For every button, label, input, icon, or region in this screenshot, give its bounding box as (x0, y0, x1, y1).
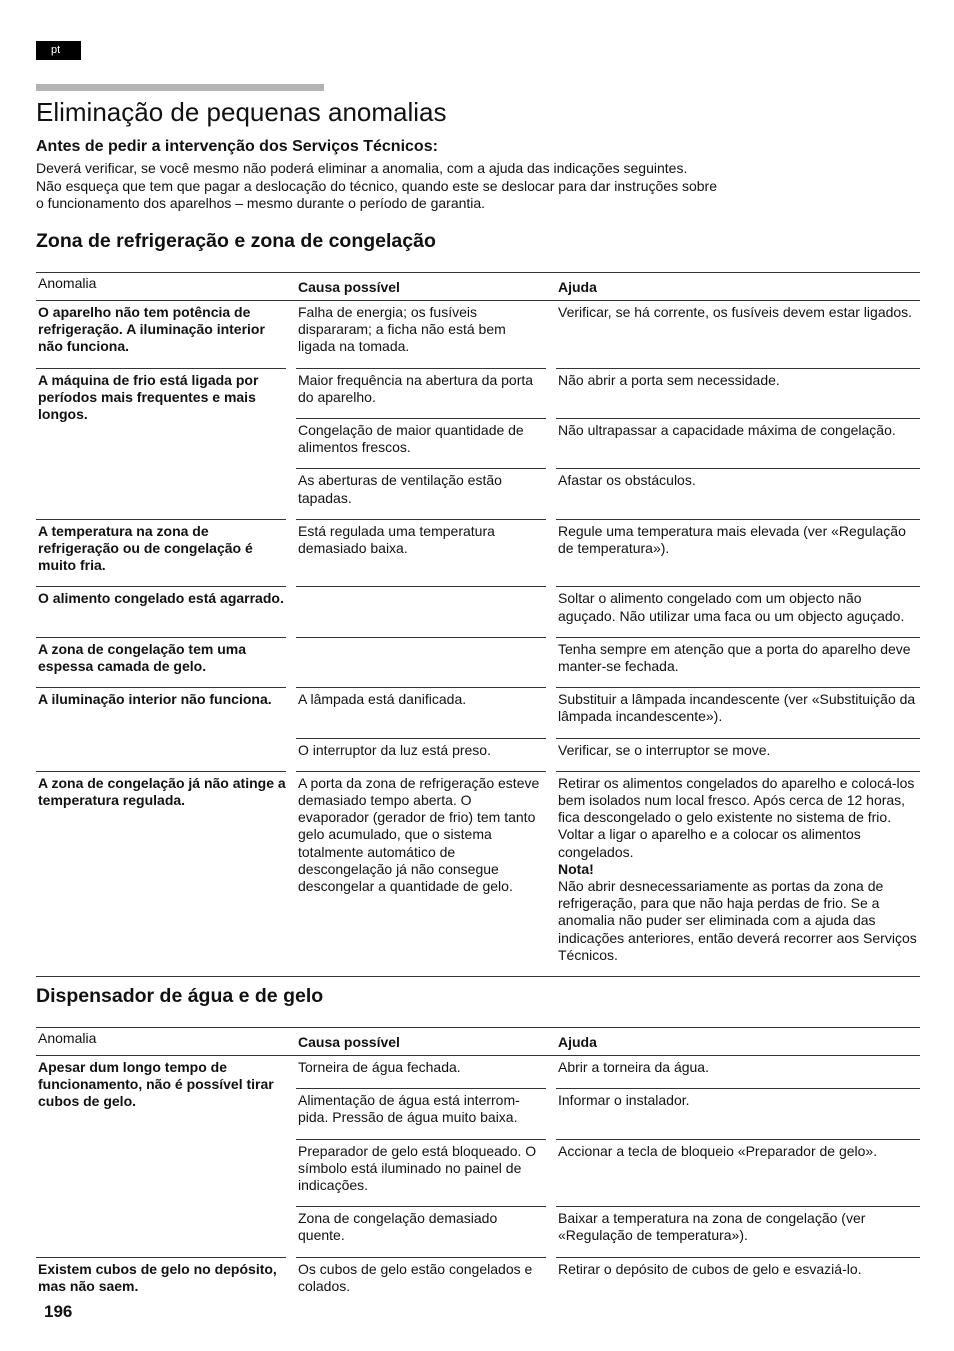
cause-cell: Zona de congelação demasiado quente. (296, 1207, 546, 1257)
help-cell: Baixar a temperatura na zona de congelação (ver «Regulação de temperatura»). (556, 1207, 920, 1257)
help-cell: Não abrir a porta sem necessidade. (556, 368, 920, 418)
help-cell: Accionar a tecla de bloqueio «Preparador de gelo». (556, 1139, 920, 1207)
help-cell: Não ultrapassar a capacidade máxima de congelação. (556, 419, 920, 469)
help-cell: Abrir a torneira da água. (556, 1056, 920, 1089)
cause-cell: Maior frequência na abertura da porta do aparelho. (296, 368, 546, 418)
page-title: Eliminação de pequenas anomalias (36, 97, 447, 127)
anomaly-cell: O aparelho não tem potência de refrigeração. A iluminação interior não funciona. (36, 301, 286, 369)
column-header-causa: Causa possível (298, 278, 400, 295)
table-header-row (36, 1028, 920, 1056)
help-cell (556, 771, 920, 976)
cause-cell: As aberturas de ventilação estão tapadas. (296, 469, 546, 519)
intro-line: Deverá verificar, se você mesmo não poderá eliminar a anomalia, com a ajuda das indicações seguintes. (36, 160, 688, 176)
anomaly-cell: Existem cubos de gelo no depósito, mas não saem. (36, 1257, 286, 1307)
help-cell: Verificar, se há corrente, os fusíveis devem estar ligados. (556, 301, 920, 369)
help-cell: Soltar o alimento congelado com um objecto não aguçado. Não utilizar uma faca ou um objecto aguçado. (556, 587, 920, 637)
section-heading-dispenser: Dispensador de água e de gelo (36, 985, 324, 1007)
cause-cell: A porta da zona de refrigeração esteve demasiado tempo aberta. O evaporador (gerador de frio) tem tanto gelo acumulado, que o sistema totalmente automático de descongelação já não consegue descongelar a quantidade de gelo. (296, 771, 546, 976)
anomaly-cell: A iluminação interior não funciona. (36, 688, 286, 772)
column-header-anomalia: Anomalia (38, 1030, 97, 1046)
anomaly-cell: A zona de congelação já não atinge a temperatura regulada. (36, 771, 286, 976)
column-header-ajuda: Ajuda (558, 1033, 597, 1050)
help-cell: Substituir a lâmpada incandescente (ver «Substituição da lâmpada incandescente»). (556, 688, 920, 738)
cause-cell (296, 637, 546, 687)
table-row (36, 368, 920, 418)
table-row (36, 1257, 920, 1307)
cause-cell: Preparador de gelo está bloqueado. O símbolo está iluminado no painel de indicações. (296, 1139, 546, 1207)
help-paragraph: Retirar os alimentos congelados do aparelho e colocá-los bem isolados num local fresco. Após cerca de 12 horas, fica descongelado o gelo existente no sistema de frio. Voltar a ligar o aparelho e a colocar os alimentos congelados. (558, 774, 915, 860)
section-heading-refrigeration: Zona de refrigeração e zona de congelação (36, 230, 436, 252)
help-cell: Informar o instalador. (556, 1089, 920, 1139)
title-accent-bar (36, 84, 324, 91)
help-cell: Verificar, se o interruptor se move. (556, 738, 920, 771)
column-header-ajuda: Ajuda (558, 278, 597, 295)
cause-cell (296, 587, 546, 637)
table-row (36, 688, 920, 738)
table-row (36, 637, 920, 687)
intro-block (36, 136, 916, 213)
intro-line: o funcionamento dos aparelhos – mesmo durante o período de garantia. (36, 195, 486, 211)
language-tag: pt (36, 41, 81, 60)
column-header-causa: Causa possível (298, 1033, 400, 1050)
anomaly-cell: A máquina de frio está ligada por períodos mais frequentes e mais longos. (36, 368, 286, 519)
help-cell: Afastar os obstáculos. (556, 469, 920, 519)
column-header-anomalia: Anomalia (38, 275, 97, 291)
table-header-row (36, 273, 920, 301)
table-row (36, 771, 920, 976)
table-row (36, 1056, 920, 1089)
cause-cell: O interruptor da luz está preso. (296, 738, 546, 771)
cause-cell: Alimentação de água está interrom-pida. Pressão de água muito baixa. (296, 1089, 546, 1139)
cause-cell: Falha de energia; os fusíveis dispararam; a ficha não está bem ligada na tomada. (296, 301, 546, 369)
help-cell: Regule uma temperatura mais elevada (ver «Regulação de temperatura»). (556, 519, 920, 587)
note-label: Nota! (558, 860, 594, 877)
table-row (36, 519, 920, 587)
troubleshooting-table-dispenser (36, 1027, 920, 1307)
table-row (36, 301, 920, 369)
anomaly-cell: O alimento congelado está agarrado. (36, 587, 286, 637)
anomaly-cell: A zona de congelação tem uma espessa camada de gelo. (36, 637, 286, 687)
anomaly-cell: Apesar dum longo tempo de funcionamento, não é possível tirar cubos de gelo. (36, 1056, 286, 1258)
page-number: 196 (44, 1302, 73, 1321)
troubleshooting-table-refrigeration (36, 272, 920, 977)
cause-cell: Os cubos de gelo estão congelados e colados. (296, 1257, 546, 1307)
cause-cell: A lâmpada está danificada. (296, 688, 546, 738)
cause-cell: Está regulada uma temperatura demasiado baixa. (296, 519, 546, 587)
help-paragraph: Não abrir desnecessariamente as portas da zona de refrigeração, para que não haja perdas de frio. Se a anomalia não puder ser eliminada com a ajuda das indicações anteriores, então deverá recorrer aos Serviços Técnicos. (558, 878, 917, 963)
anomaly-cell: A temperatura na zona de refrigeração ou de congelação é muito fria. (36, 519, 286, 587)
table-row (36, 587, 920, 637)
intro-line: Não esqueça que tem que pagar a deslocação do técnico, quando este se deslocar para dar instruções sobre (36, 177, 717, 194)
cause-cell: Congelação de maior quantidade de alimentos frescos. (296, 419, 546, 469)
help-cell: Retirar o depósito de cubos de gelo e esvaziá-lo. (556, 1257, 920, 1307)
cause-cell: Torneira de água fechada. (296, 1056, 546, 1089)
intro-heading: Antes de pedir a intervenção dos Serviços Técnicos: (36, 138, 438, 155)
help-cell: Tenha sempre em atenção que a porta do aparelho deve manter-se fechada. (556, 637, 920, 687)
